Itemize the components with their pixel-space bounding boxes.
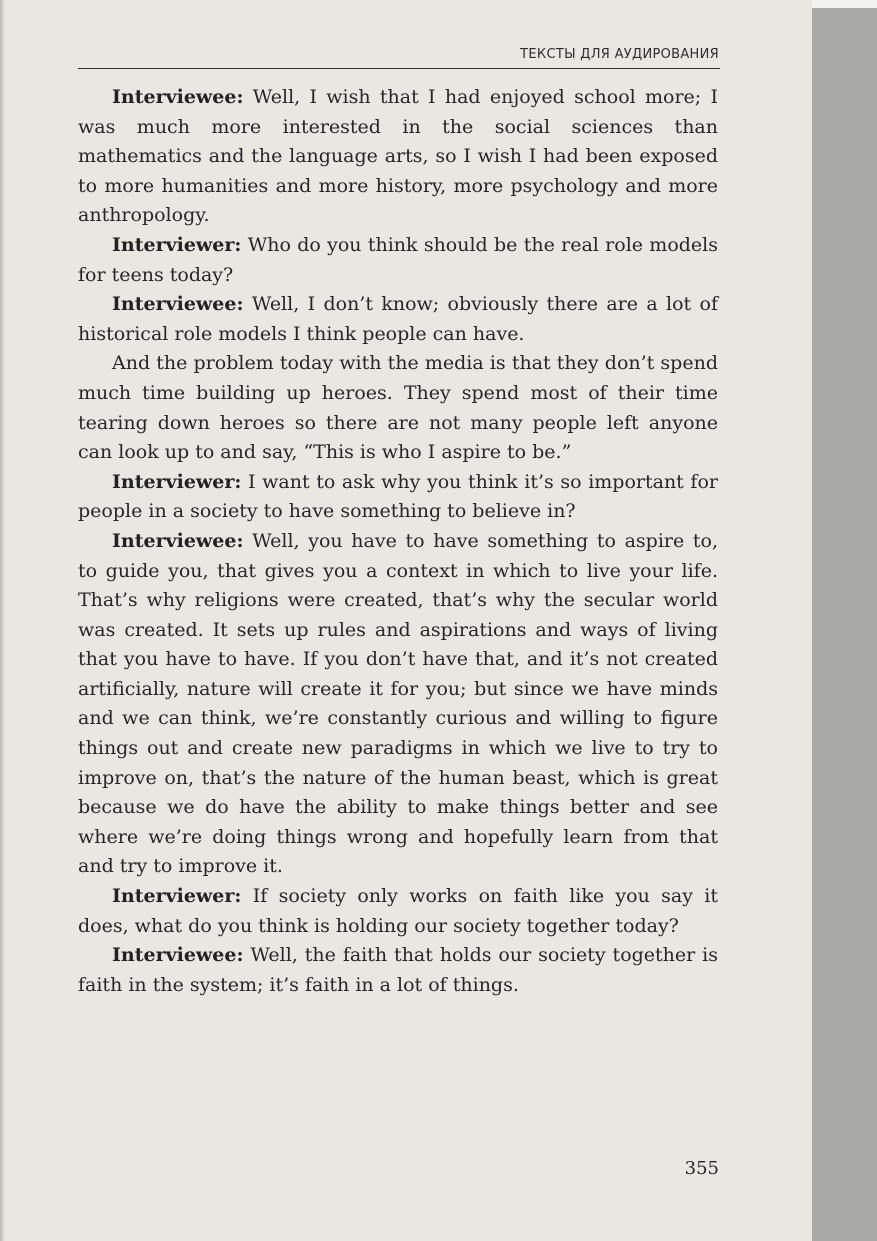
paragraph-text: Well, I don’t know; obviously there are a lot of historical role models I think people can have.	[78, 293, 718, 345]
paragraph-text: I want to ask why you think it’s so important for people in a society to have something to believe in?	[78, 470, 718, 523]
paragraph	[78, 290, 718, 349]
paragraph-text: Well, I wish that I had enjoyed school more; I was much more interested in the social sciences than mathematics and the language arts, so I wish I had been exposed to more humanities and more history, more psychology and more anthropology.	[78, 86, 718, 227]
speaker-label: Interviewee:	[112, 944, 244, 967]
paragraph	[78, 527, 718, 882]
scanner-edge	[812, 0, 877, 8]
page-number: 355	[684, 1158, 719, 1179]
paragraph-text: Well, you have to have something to aspire to, to guide you, that gives you a context in which to live your life. That’s why religions were created, that’s why the secular world was created. It sets up rules and aspirations and ways of living that you have to have. If you don’t have that, and it’s not created artificially, nature will create it for you; but since we have minds and we can think, we’re constantly curious and willing to figure things out and create new paradigms in which we live to try to improve on, that’s the nature of the human beast, which is great because we do have the ability to make things better and see where we’re doing things wrong and hopefully learn from that and try to improve it.	[78, 529, 718, 878]
speaker-label: Interviewer:	[112, 885, 242, 908]
paragraph-text: Well, the faith that holds our society together is faith in the system; it’s faith in a lot of things.	[78, 944, 718, 996]
paragraph	[78, 882, 718, 941]
header-rule	[78, 68, 720, 69]
paragraph-text: Who do you think should be the real role models for teens today?	[78, 233, 718, 286]
scanner-background	[812, 0, 877, 1241]
paragraph	[78, 349, 718, 467]
speaker-label: Interviewer:	[112, 470, 242, 493]
paragraph	[78, 941, 718, 1000]
speaker-label: Interviewee:	[112, 529, 244, 552]
paragraph	[78, 83, 718, 231]
speaker-label: Interviewer:	[112, 233, 242, 256]
speaker-label: Interviewee:	[112, 293, 244, 316]
running-head: ТЕКСТЫ ДЛЯ АУДИРОВАНИЯ	[520, 47, 719, 62]
paragraph-text: If society only works on faith like you say it does, what do you think is holding our society together today?	[78, 885, 718, 937]
page-binding-edge	[0, 0, 5, 1241]
interview-text	[78, 83, 718, 1000]
paragraph	[78, 231, 718, 290]
paragraph-text: And the problem today with the media is that they don’t spend much time building up heroes. They spend most of their time tearing down heroes so there are not many people left anyone can look up to and say, “This is who I aspire to be.”	[78, 352, 718, 464]
paragraph	[78, 468, 718, 527]
speaker-label: Interviewee:	[112, 86, 244, 108]
